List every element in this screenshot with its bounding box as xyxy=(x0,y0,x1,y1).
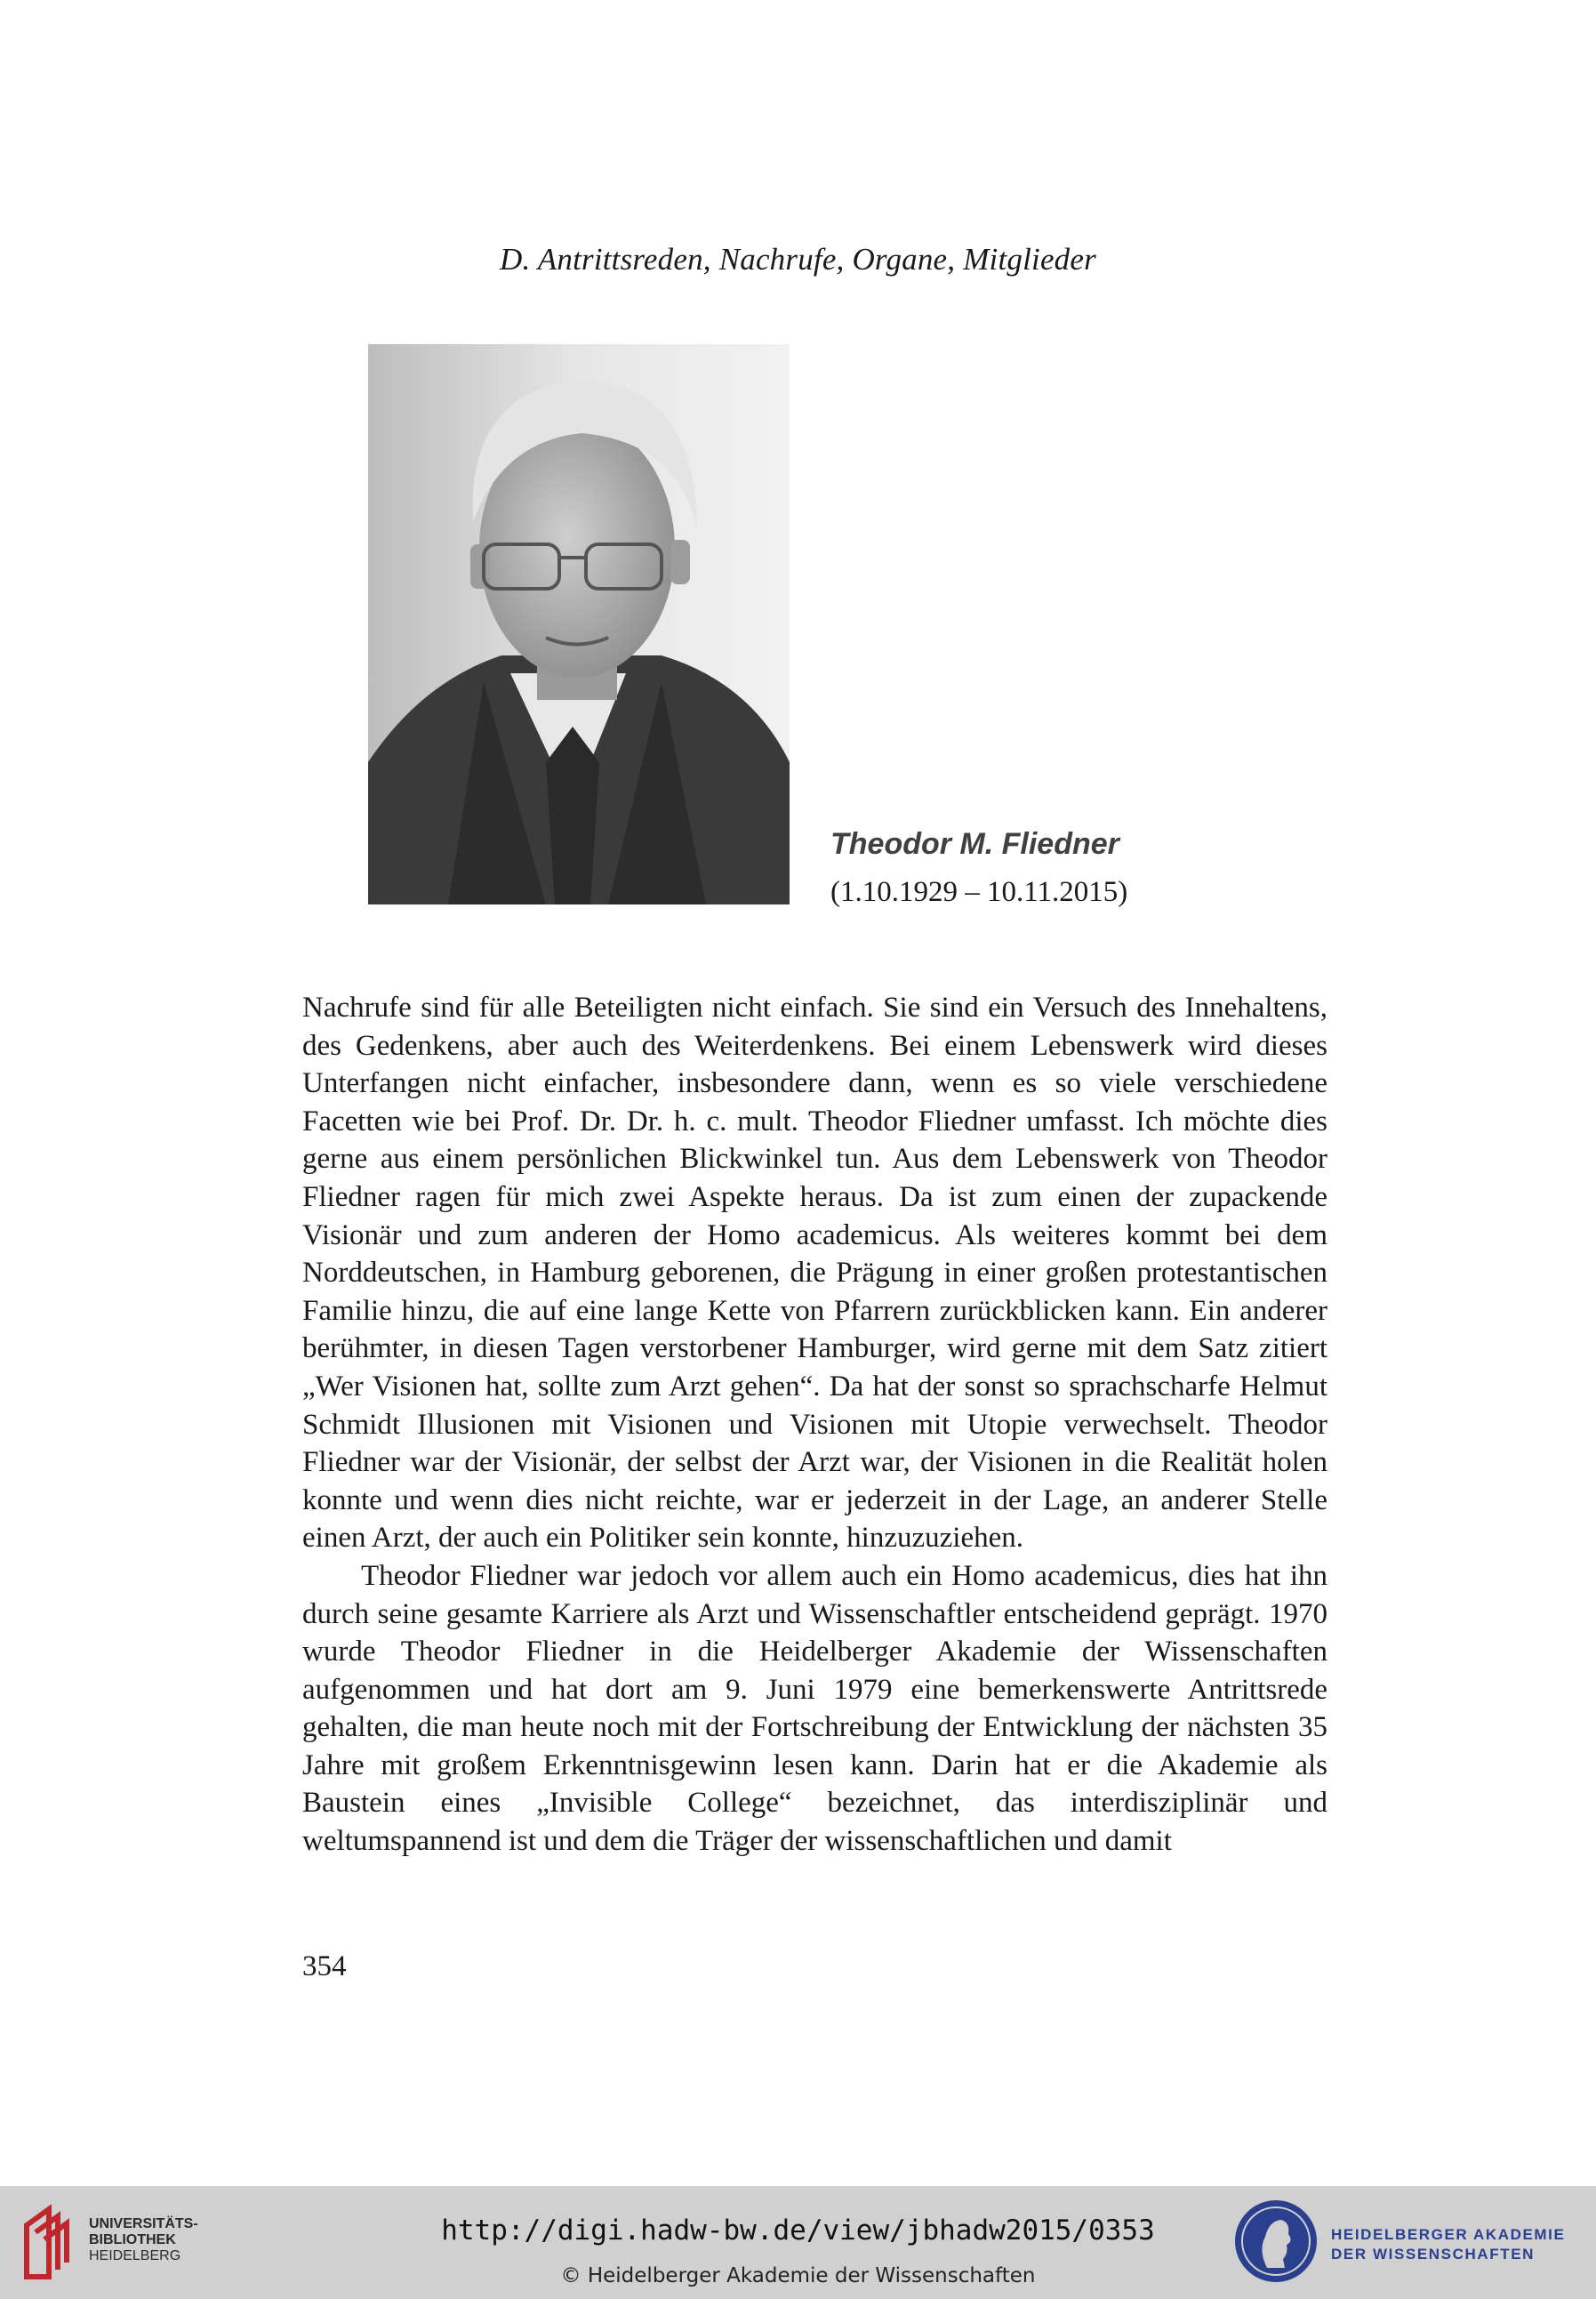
paragraph: Nachrufe sind für alle Beteiligten nicht einfach. Sie sind ein Versuch des Innehaltens, des Gedenkens, aber auch des Weiterdenkens. Bei einem Lebenswerk wird dieses Unterfangen nicht einfacher, insbesondere dann, wenn es so viele verschiedene Facetten wie bei Prof. Dr. Dr. h. c. mult. Theodor Fliedner umfasst. Ich möchte dies gerne aus einem persönlichen Blickwinkel tun. Aus dem Lebenswerk von Theodor Fliedner ragen für mich zwei Aspekte heraus. Da ist zum einen der zupackende Visionär und zum anderen der Homo academicus. Als weiteres kommt bei dem Norddeutschen, in Hamburg geborenen, die Prägung in einer großen protestantischen Familie hinzu, die auf eine lange Kette von Pfarrern zurückblicken kann. Ein anderer berühmter, in diesen Tagen verstorbener Hamburger, wird gerne mit dem Satz zitiert „Wer Visionen hat, sollte zum Arzt gehen“. Da hat der sonst so sprachscharfe Helmut Schmidt Illusionen mit Visionen und Visionen mit Utopie verwechselt. Theodor Fliedner war der Visionär, der selbst der Arzt war, der Visionen in die Realität holen konnte und wenn dies nicht reichte, war er jederzeit in der Lage, an anderer Stelle einen Arzt, der auch ein Politiker sein konnte, hinzuzuziehen. xyxy=(302,992,1327,1555)
obituary-dates: (1.10.1929 – 10.11.2015) xyxy=(830,876,1128,908)
university-library-wordmark: UNIVERSITÄTS- BIBLIOTHEK HEIDELBERG xyxy=(89,2216,198,2263)
footer-bar xyxy=(0,2186,1596,2299)
copyright-notice: © Heidelberger Akademie der Wissenschaften xyxy=(560,2264,1036,2287)
paragraph: Theodor Fliedner war jedoch vor allem auch ein Homo academicus, dies hat ihn durch seine gesamte Karriere als Arzt und Wissenschaftler entscheidend geprägt. 1970 wurde Theodor Fliedner in die Heidelberger Akademie der Wissenschaften aufgenommen und hat dort am 9. Juni 1979 eine bemerkenswerte Antrittsrede gehalten, die man heute noch mit der Fortschreibung der Entwicklung der nächsten 35 Jahre mit großem Erkenntnisgewinn lesen kann. Darin hat er die Akademie als Baustein eines „Invisible College“ bezeichnet, das interdisziplinär und weltumspannend ist und dem die Träger der wissenschaftlichen und damit xyxy=(302,1559,1327,1858)
digital-copy-url-link[interactable]: http://digi.hadw-bw.de/view/jbhadw2015/0353 xyxy=(441,2215,1155,2247)
academy-wordmark: HEIDELBERGER AKADEMIE DER WISSENSCHAFTEN xyxy=(1331,2226,1566,2263)
running-head: D. Antrittsreden, Nachrufe, Organe, Mitglieder xyxy=(500,242,1096,277)
body-text xyxy=(302,989,1327,1861)
obituary-name: Theodor M. Fliedner xyxy=(830,827,1119,861)
portrait-photo xyxy=(368,344,790,904)
page-number: 354 xyxy=(302,1950,347,1982)
academy-seal-icon xyxy=(1231,2197,1320,2286)
